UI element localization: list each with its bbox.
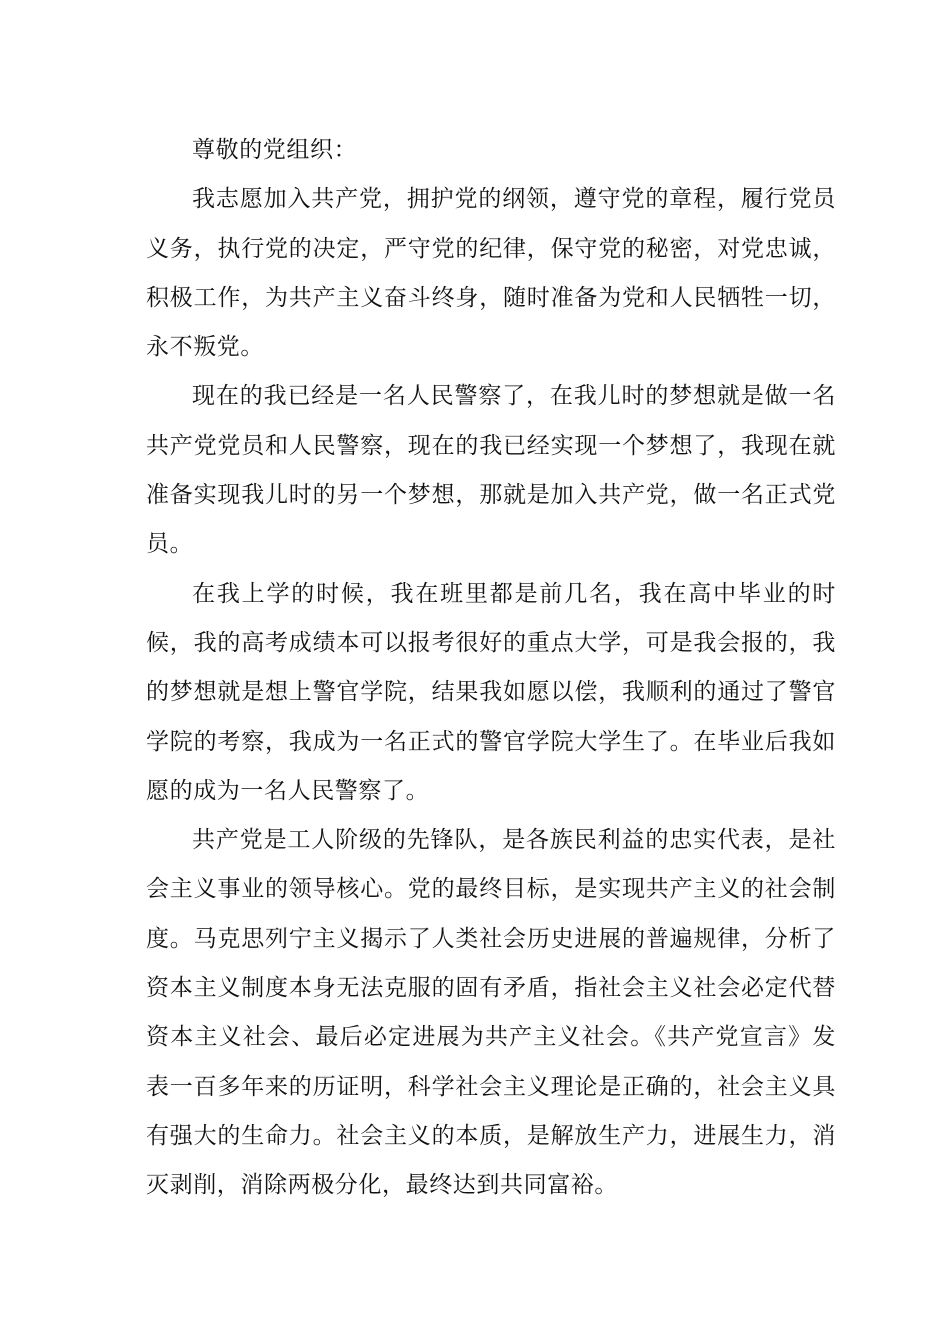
salutation: 尊敬的党组织：	[192, 137, 358, 163]
paragraph-education: 在我上学的时候，我在班里都是前几名，我在高中毕业的时候，我的高考成绩本可以报考很好的重点大学，可是我会报的，我的梦想就是想上警官学院，结果我如愿以偿，我顺利的通过了警官学院的考察，我成为一名正式的警官学院大学生了。在毕业后我如愿的成为一名人民警察了。	[146, 580, 836, 804]
paragraph-party-theory: 共产党是工人阶级的先锋队，是各族民利益的忠实代表，是社会主义事业的领导核心。党的最终目标，是实现共产主义的社会制度。马克思列宁主义揭示了人类社会历史进展的普遍规律，分析了资本主义制度本身无法克服的固有矛盾，指社会主义社会必定代替资本主义社会、最后必定进展为共产主义社会。《共产党宣言》发表一百多年来的历证明，科学社会主义理论是正确的，社会主义具有强大的生命力。社会主义的本质，是解放生产力，进展生力，消灭剥削，消除两极分化，最终达到共同富裕。	[146, 827, 836, 1199]
paragraph-police-dream: 现在的我已经是一名人民警察了，在我儿时的梦想就是做一名共产党党员和人民警察，现在的我已经实现一个梦想了，我现在就准备实现我儿时的另一个梦想，那就是加入共产党，做一名正式党员。	[146, 383, 836, 558]
document-body	[146, 126, 836, 1211]
paragraph-pledge: 我志愿加入共产党，拥护党的纲领，遵守党的章程，履行党员义务，执行党的决定，严守党的纪律，保守党的秘密，对党忠诚，积极工作，为共产主义奋斗终身，随时准备为党和人民牺牲一切，永不叛党。	[146, 186, 836, 361]
